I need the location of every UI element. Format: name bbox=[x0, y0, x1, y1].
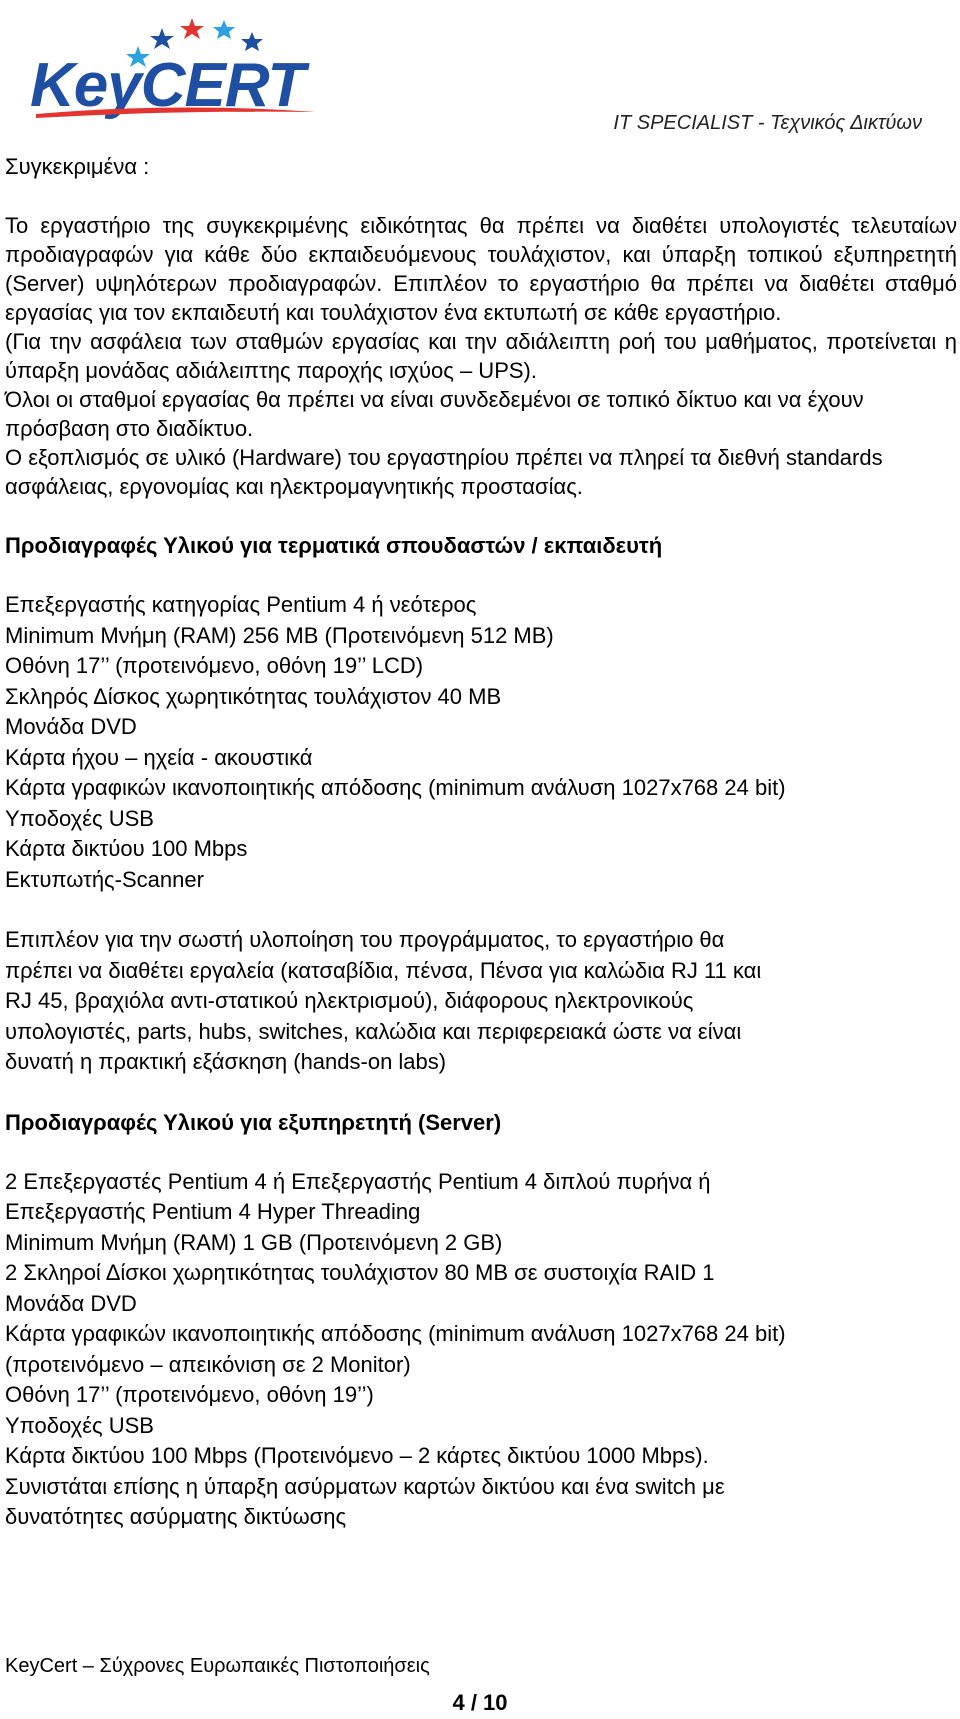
list-item: Οθόνη 17’’ (προτεινόμενο, οθόνη 19’’ LCD) bbox=[5, 653, 424, 678]
keycert-logo bbox=[26, 14, 336, 124]
list-item: δυνατότητες ασύρματης δικτύωσης bbox=[5, 1504, 347, 1529]
text-line: δυνατή η πρακτική εξάσκηση (hands-on labs) bbox=[5, 1049, 447, 1074]
list-item: Minimum Μνήμη (RAM) 256 MB (Προτεινόμενη 512 MB) bbox=[5, 622, 554, 648]
text-line: RJ 45, βραχιόλα αντι-στατικού ηλεκτρισμού), διάφορους ηλεκτρονικούς bbox=[5, 988, 694, 1013]
intro-label: Συγκεκριμένα : bbox=[5, 154, 150, 179]
paragraph-network: Όλοι οι σταθμοί εργασίας θα πρέπει να είναι συνδεδεμένοι σε τοπικό δίκτυο και να έχουν πρόσβαση στο διαδίκτυο. bbox=[5, 387, 864, 441]
server-spec-list bbox=[5, 1167, 957, 1533]
list-item: Κάρτα γραφικών ικανοποιητικής απόδοσης (minimum ανάλυση 1027x768 24 bit) bbox=[5, 775, 786, 800]
list-item: Συνιστάται επίσης η ύπαρξη ασύρματων καρτών δικτύου και ένα switch με bbox=[5, 1473, 725, 1499]
paragraph-hardware-standards: Ο εξοπλισμός σε υλικό (Hardware) του εργαστηρίου πρέπει να πληρεί τα διεθνή standards ασφάλειας, εργονομίας και ηλεκτρομαγνητικής προστασίας. bbox=[5, 445, 883, 499]
footer-text: KeyCert – Σύχρονες Ευρωπαικές Πιστοποιήσεις bbox=[5, 1655, 430, 1677]
list-item: 2 Επεξεργαστές Pentium 4 ή Επεξεργαστής Pentium 4 διπλού πυρήνα ή bbox=[5, 1168, 711, 1194]
list-item: Μονάδα DVD bbox=[5, 1290, 137, 1316]
list-item: Επεξεργαστής κατηγορίας Pentium 4 ή νεότερος bbox=[5, 592, 477, 617]
paragraph-tools bbox=[5, 925, 957, 1078]
list-item: Minimum Μνήμη (RAM) 1 GB (Προτεινόμενη 2 GB) bbox=[5, 1229, 503, 1255]
list-item: Κάρτα δικτύου 100 Mbps bbox=[5, 836, 248, 861]
list-item: Υποδοχές USB bbox=[5, 805, 154, 831]
paragraph-ups: (Για την ασφάλεια των σταθμών εργασίας και την αδιάλειπτη ροή του μαθήματος, προτείνεται η ύπαρξη μονάδας αδιάλειπτης παροχής ισχύος – UPS). bbox=[5, 329, 957, 383]
list-item: Μονάδα DVD bbox=[5, 714, 137, 739]
logo-text: KeyCERT bbox=[30, 51, 305, 120]
text-line: υπολογιστές, parts, hubs, switches, καλώδια και περιφερειακά ώστε να είναι bbox=[5, 1018, 742, 1044]
paragraph-lab-requirements: Το εργαστήριο της συγκεκριμένης ειδικότητας θα πρέπει να διαθέτει υπολογιστές τελευταίων προδιαγραφών για κάθε δύο εκπαιδευόμενους τουλάχιστον, και ύπαρξη τοπικού εξυπηρετητή (Server) υψηλότερων προδιαγραφών. Επιπλέον το εργαστήριο θα πρέπει να διαθέτει σταθμό εργασίας για τον εκπαιδευτή και τουλάχιστον ένα εκτυπωτή σε κάθε εργαστήριο. bbox=[5, 213, 957, 325]
text-line: πρέπει να διαθέτει εργαλεία (κατσαβίδια, πένσα, Πένσα για καλώδια RJ 11 και bbox=[5, 957, 762, 983]
list-item: Οθόνη 17’’ (προτεινόμενο, οθόνη 19’’) bbox=[5, 1382, 374, 1407]
list-item: Σκληρός Δίσκος χωρητικότητας τουλάχιστον 40 MB bbox=[5, 683, 502, 709]
section-heading-server: Προδιαγραφές Υλικού για εξυπηρετητή (Server) bbox=[5, 1109, 502, 1135]
list-item: Κάρτα ήχου – ηχεία - ακουστικά bbox=[5, 744, 313, 770]
list-item: Εκτυπωτής-Scanner bbox=[5, 866, 204, 892]
document-subtitle: IT SPECIALIST - Τεχνικός Δικτύων bbox=[613, 112, 922, 134]
list-item: (προτεινόμενο – απεικόνιση σε 2 Monitor) bbox=[5, 1351, 411, 1377]
list-item: 2 Σκληροί Δίσκοι χωρητικότητας τουλάχιστον 80 MB σε συστοιχία RAID 1 bbox=[5, 1260, 715, 1285]
page-number: 4 / 10 bbox=[452, 1690, 508, 1715]
list-item: Υποδοχές USB bbox=[5, 1412, 154, 1438]
section-heading-terminals: Προδιαγραφές Υλικού για τερματικά σπουδαστών / εκπαιδευτή bbox=[5, 533, 663, 558]
list-item: Επεξεργαστής Pentium 4 Hyper Threading bbox=[5, 1199, 421, 1224]
terminal-spec-list bbox=[5, 590, 957, 895]
list-item: Κάρτα γραφικών ικανοποιητικής απόδοσης (minimum ανάλυση 1027x768 24 bit) bbox=[5, 1321, 786, 1346]
text-line: Επιπλέον για την σωστή υλοποίηση του προγράμματος, το εργαστήριο θα bbox=[5, 927, 725, 952]
list-item: Κάρτα δικτύου 100 Mbps (Προτεινόμενο – 2 κάρτες δικτύου 1000 Mbps). bbox=[5, 1443, 709, 1468]
document-body bbox=[5, 152, 957, 1533]
